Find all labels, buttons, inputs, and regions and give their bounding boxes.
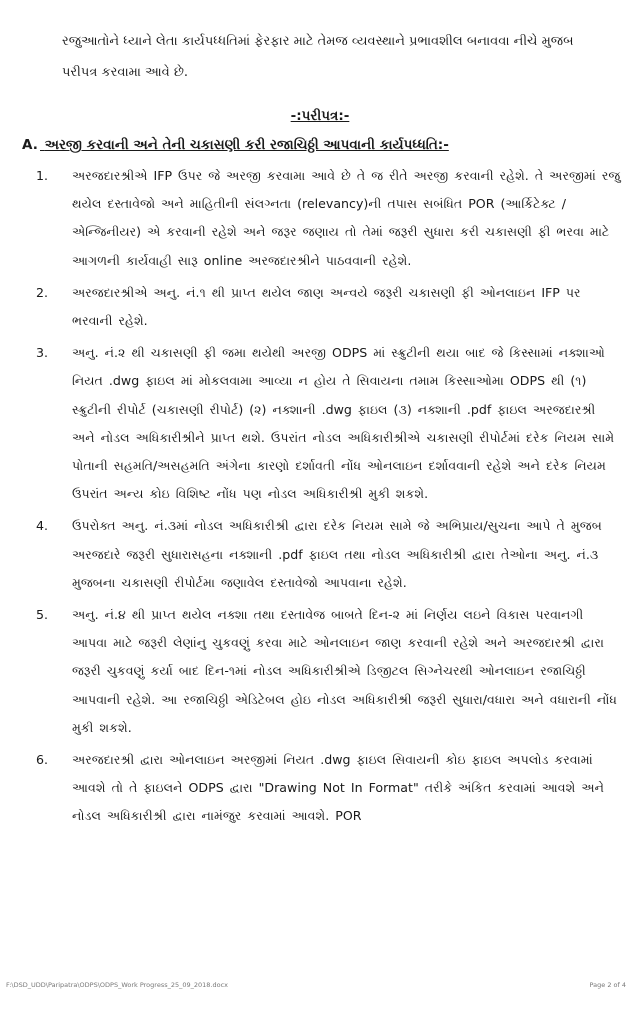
list-item	[32, 279, 622, 335]
list-item	[32, 746, 622, 831]
list-item-number: 6.	[36, 752, 49, 768]
section-a-title	[22, 137, 622, 153]
list-item-number: 4.	[36, 518, 49, 534]
list-item-text: અરજદારશ્રીએ અનુ. નં.૧ થી પ્રાપ્ત થયેલ જાણ અન્વયે જરૂરી ચકાસણી ફી ઓનલાઇન IFP પર ભરવાની રહેશે.	[72, 284, 581, 329]
section-title-text: અરજી કરવાની અને તેની ચકાસણી કરી રજાચિઠ્ઠી આપવાની કાર્યપધ્ધતિ:-	[44, 137, 449, 153]
list-item	[32, 339, 622, 508]
footer-page-number: Page 2 of 4	[589, 981, 626, 989]
list-item-text: અનુ. નં.૨ થી ચકાસણી ફી જમા થયેથી અરજી ODPS માં સ્ક્રુટીની થયા બાદ જે કિસ્સામાં નક્શાઓ નિયત .dwg ફાઇલ માં મોકલવામા આવ્યા ન હોય તે સિવાયના તમામ કિસ્સાઓમા ODPS થી (૧) સ્ક્રુટીની રીપોર્ટ (ચકાસણી રીપોર્ટ) (૨) નક્શાની .dwg ફાઇલ (૩) નક્શાની .pdf ફાઇલ અરજદારશ્રી અને નોડલ અધિકારીશ્રીને પ્રાપ્ત થશે. ઉપરાંત નોડલ અધિકારીશ્રીએ ચકાસણી રીપોર્ટમાં દરેક નિયમ સામે પોતાની સહમતિ/અસહમતિ અંગેના કારણો દર્શાવતી નોંધ ઓનલાઇન દર્શાવવાની રહેશે અને દરેક નિયમ ઉપરાંત અન્ય કોઇ વિશિષ્ટ નોંધ પણ નોડલ અધિકારીશ્રી મુકી શકશે.	[72, 345, 615, 502]
list-item-text: ઉપરોક્ત અનુ. નં.૩માં નોડલ અધિકારીશ્રી દ્વારા દરેક નિયમ સામે જે અભિપ્રાય/સુચના આપે તે મુજબ અરજદારે જરૂરી સુધારાસહના નક્શાની .pdf ફાઇલ તથા નોડલ અધિકારીશ્રી દ્વારા તેઓના અનુ. નં.૩ મુજબના ચકાસણી રીપોર્ટમા જણાવેલ દસ્તાવેજો આપવાના રહેશે.	[72, 518, 602, 590]
list-item	[32, 601, 622, 742]
procedure-list	[32, 162, 622, 835]
footer-file-path: F:\DSD_UDD\Paripatra\ODPS\ODPS_Work Progress_25_09_2018.docx	[6, 981, 229, 989]
list-item	[32, 162, 622, 275]
list-item-number: 3.	[36, 345, 49, 361]
intro-paragraph: રજુઆતોને ધ્યાને લેતા કાર્યપધ્ધતિમાં ફેરફાર માટે તેમજ વ્યવસ્થાને પ્રભાવશીલ બનાવવા નીચે મુજબ પરીપત્ર કરવામા આવે છે.	[62, 34, 574, 80]
list-item-number: 1.	[36, 168, 49, 183]
list-item-text: અનુ. નં.૪ થી પ્રાપ્ત થયેલ નક્શા તથા દસ્તાવેજ બાબતે દિન-૨ માં નિર્ણય લઇને વિકાસ પરવાનગી આપવા માટે જરૂરી લેણાંનુ ચુકવણું કરવા માટે ઓનલાઇન જાણ કરવાની રહેશે અને અરજદારશ્રી દ્વારા જરૂરી ચુકવણું કર્યા બાદ દિન-૧માં નોડલ અધિકારીશ્રીએ ડિજીટલ સિગ્નેચરથી ઓનલાઇન રજાચિઠ્ઠી આપવાની રહેશે. આ રજાચિઠ્ઠી એડિટેબલ હોઇ નોડલ અધિકારીશ્રી જરૂરી સુધારા/વધારા અને વધારાની નોંધ મુકી શકશે.	[72, 607, 617, 735]
circular-heading: -:પરીપત્ર:-	[290, 108, 350, 124]
list-item-number: 5.	[36, 607, 49, 623]
list-item-number: 2.	[36, 284, 49, 300]
list-item	[32, 512, 622, 597]
list-item-text: અરજદારશ્રીએ IFP ઉપર જે અરજી કરવામા આવે છે તે જ રીતે અરજી કરવાની રહેશે. તે અરજીમાં રજુ થયેલ દસ્તાવેજો અને માહિતીની સંલગ્નતા (relevancy)ની તપાસ સબંધિત POR (આર્કિટેક્ટ / એન્જિનીયર) એ કરવાની રહેશે અને જરૂર જણાય તો તેમાં જરૂરી સુધારા કરી ચકાસણી ફી ભરવા માટે આગળની કાર્યવાહી સારૂ online અરજદારશ્રીને પાઠવવાની રહેશે.	[72, 168, 621, 268]
page-footer	[6, 981, 626, 989]
list-item-text: અરજદારશ્રી દ્વારા ઓનલાઇન અરજીમાં નિયત .dwg ફાઇલ સિવાયની કોઇ ફાઇલ અપલોડ કરવામાં આવશે તો તે ફાઇલને ODPS દ્વારા "Drawing Not In Format" તરીકે અંકિત કરવામાં આવશે અને નોડલ અધિકારીશ્રી દ્વારા નામંજુર કરવામાં આવશે. POR	[72, 752, 605, 824]
section-letter: A.	[22, 137, 38, 153]
